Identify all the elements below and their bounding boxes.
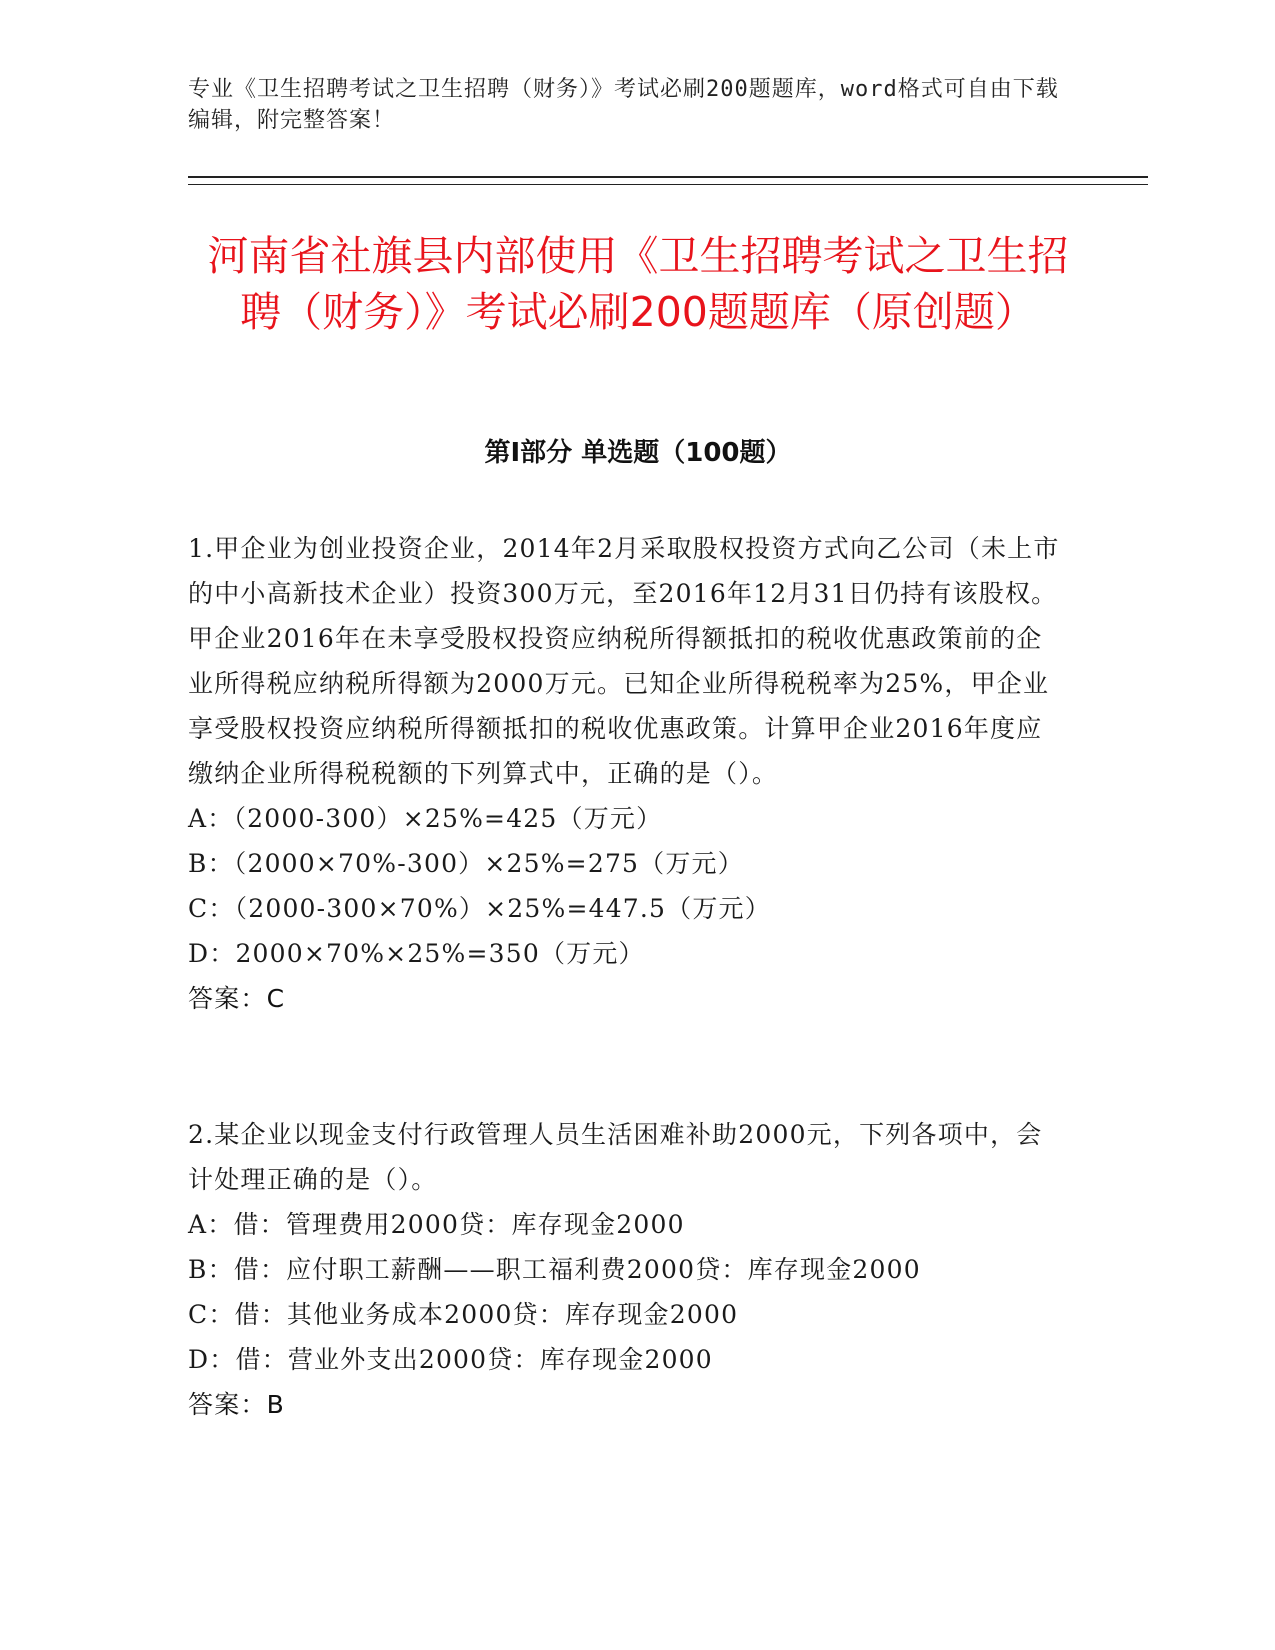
option-c: C：（2000-300×70%）×25%=447.5（万元） xyxy=(188,894,771,923)
header-divider-thick xyxy=(188,176,1148,178)
option-d: D：借：营业外支出2000贷：库存现金2000 xyxy=(188,1345,713,1374)
question-2 xyxy=(188,1112,1068,1427)
option-a: A：借：管理费用2000贷：库存现金2000 xyxy=(188,1210,685,1239)
answer-label: 答案：B xyxy=(188,1390,285,1419)
question-1 xyxy=(188,526,1068,1021)
question-stem: 2.某企业以现金支付行政管理人员生活困难补助2000元，下列各项中，会计处理正确的是（）。 xyxy=(188,1120,1043,1194)
header-note: 专业《卫生招聘考试之卫生招聘（财务）》考试必刷200题题库，word格式可自由下载编辑，附完整答案！ xyxy=(188,77,1059,133)
option-b: B：借：应付职工薪酬——职工福利费2000贷：库存现金2000 xyxy=(188,1255,921,1284)
answer-label: 答案：C xyxy=(188,984,286,1013)
header-divider-thin xyxy=(188,184,1148,185)
option-a: A：（2000-300）×25%=425（万元） xyxy=(188,804,663,833)
option-c: C：借：其他业务成本2000贷：库存现金2000 xyxy=(188,1300,739,1329)
option-d: D：2000×70%×25%=350（万元） xyxy=(188,939,645,968)
section-title: 第Ⅰ部分 单选题（100题） xyxy=(484,438,792,468)
option-b: B：（2000×70%-300）×25%=275（万元） xyxy=(188,849,744,878)
document-title: 河南省社旗县内部使用《卫生招聘考试之卫生招聘（财务）》考试必刷200题题库（原创题） xyxy=(207,232,1069,336)
question-stem: 1.甲企业为创业投资企业，2014年2月采取股权投资方式向乙公司（未上市的中小高新技术企业）投资300万元，至2016年12月31日仍持有该股权。甲企业2016年在未享受股权投资应纳税所得额抵扣的税收优惠政策前的企业所得税应纳税所得额为2000万元。已知企业所得税税率为25%，甲企业享受股权投资应纳税所得额抵扣的税收优惠政策。计算甲企业2016年度应缴纳企业所得税税额的下列算式中，正确的是（）。 xyxy=(188,534,1060,788)
